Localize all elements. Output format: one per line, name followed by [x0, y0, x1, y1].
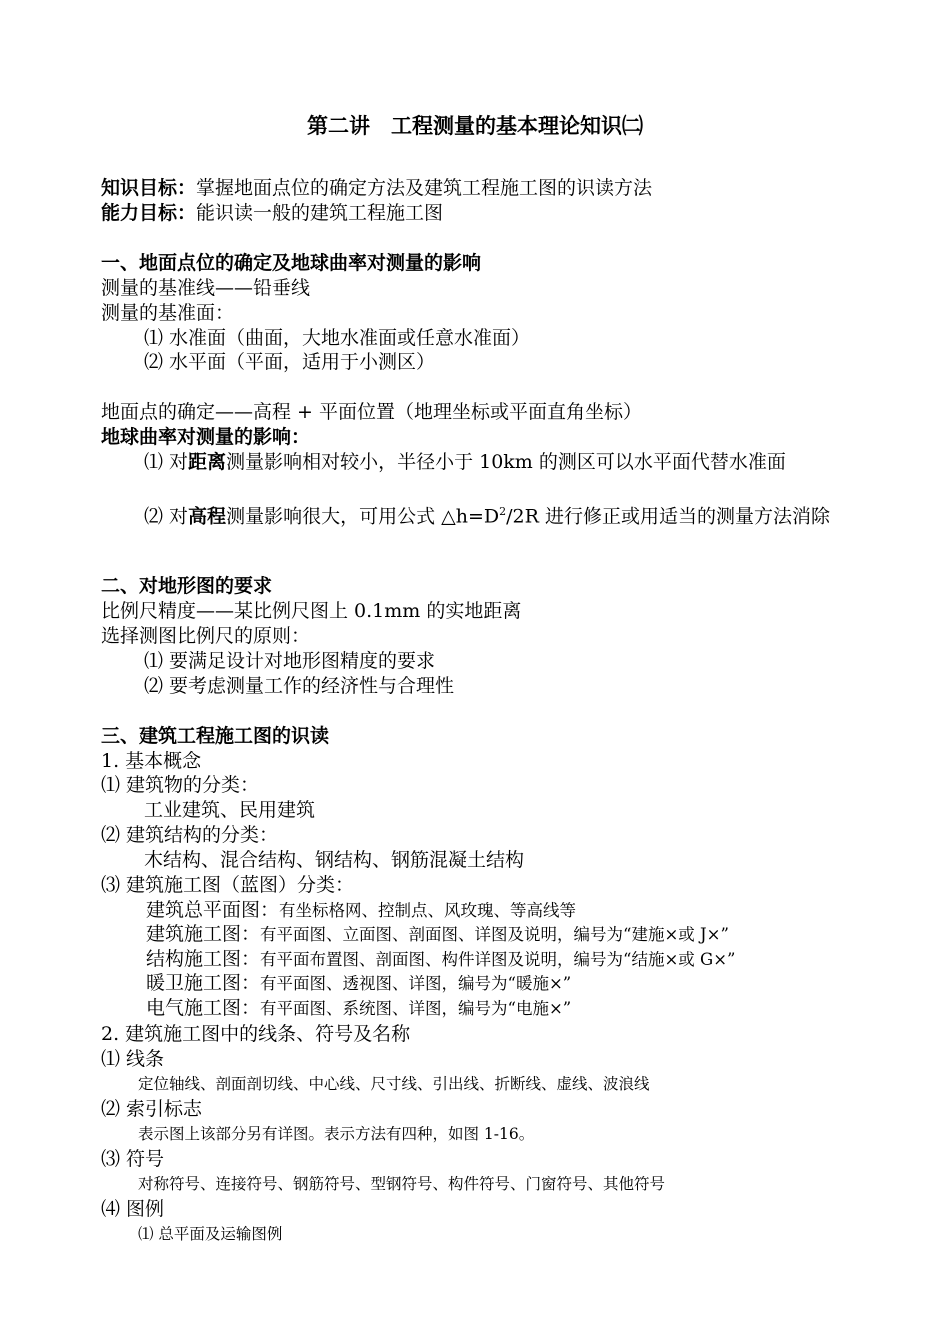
page-title: 第二讲 工程测量的基本理论知识㈡ [307, 114, 643, 138]
knowledge-goal-label: 知识目标： [101, 177, 197, 199]
drawing-type-name: 建筑施工图： [146, 923, 261, 945]
drawing-type [146, 971, 571, 996]
drawing-type-name: 结构施工图： [146, 948, 261, 970]
section3-q2a: 表示图上该部分另有详图。表示方法有四种，如图 1-16。 [138, 1125, 535, 1143]
drawing-type-desc: 有坐标格网、控制点、风玫瑰、等高线等 [279, 901, 577, 920]
section1-item1: ⑴ 水准面（曲面，大地水准面或任意水准面） [144, 327, 531, 349]
section3-p2a: 木结构、混合结构、钢结构、钢筋混凝土结构 [144, 849, 525, 871]
section1-heading: 一、地面点位的确定及地球曲率对测量的影响 [101, 252, 482, 274]
drawing-type-name: 暖卫施工图： [146, 972, 261, 994]
ability-goal-label: 能力目标： [101, 202, 197, 224]
drawing-type-desc: 有平面图、立面图、剖面图、详图及说明，编号为“建施×或 J×” [260, 925, 729, 944]
section3-p3: ⑶ 建筑施工图（蓝图）分类： [101, 874, 355, 896]
drawing-type [146, 996, 571, 1021]
curvature-item2-superscript: 2 [499, 505, 507, 518]
drawing-type-name: 建筑总平面图： [146, 899, 280, 921]
section2-item1: ⑴ 要满足设计对地形图精度的要求 [144, 650, 436, 672]
drawing-type [146, 922, 729, 947]
section3-p1: ⑴ 建筑物的分类： [101, 774, 260, 796]
section3-sub1: 1. 基本概念 [101, 750, 202, 772]
curvature-item2 [101, 499, 851, 529]
section1-line3: 地面点的确定——高程 + 平面位置（地理坐标或平面直角坐标） [101, 401, 643, 423]
curvature-item2-text-a: 测量影响很大，可用公式 △h=D [226, 505, 500, 528]
section3-q1: ⑴ 线条 [101, 1048, 165, 1070]
curvature-item1-text: 测量影响相对较小，半径小于 10km 的测区可以水平面代替水准面 [226, 451, 786, 473]
section3-q3: ⑶ 符号 [101, 1148, 165, 1170]
knowledge-goal-text: 掌握地面点位的确定方法及建筑工程施工图的识读方法 [196, 177, 653, 199]
section3-p1a: 工业建筑、民用建筑 [144, 799, 316, 821]
section3-q4: ⑷ 图例 [101, 1198, 165, 1220]
section1-line2: 测量的基准面： [101, 302, 235, 324]
curvature-item1-keyword: 距离 [188, 451, 227, 473]
drawing-type-desc: 有平面布置图、剖面图、构件详图及说明，编号为“结施×或 G×” [260, 950, 736, 969]
section3-heading: 三、建筑工程施工图的识读 [101, 725, 330, 747]
drawing-type-name: 电气施工图： [146, 997, 261, 1019]
curvature-heading: 地球曲率对测量的影响： [101, 426, 311, 448]
drawing-type-desc: 有平面图、系统图、详图，编号为“电施×” [260, 999, 572, 1018]
drawing-type [146, 947, 735, 972]
section3-q2: ⑵ 索引标志 [101, 1098, 203, 1120]
section3-p2: ⑵ 建筑结构的分类： [101, 824, 279, 846]
curvature-item2-text-b: /2R 进行修正或用适当的测量方法消除 [506, 505, 830, 528]
curvature-item2-prefix: ⑵ 对 [144, 505, 189, 528]
section2-heading: 二、对地形图的要求 [101, 575, 273, 597]
ability-goal [101, 201, 443, 226]
section3-q4a: ⑴ 总平面及运输图例 [138, 1225, 283, 1243]
section3-q3a: 对称符号、连接符号、钢筋符号、型钢符号、构件符号、门窗符号、其他符号 [138, 1175, 666, 1193]
section2-item2: ⑵ 要考虑测量工作的经济性与合理性 [144, 675, 455, 697]
section2-line1: 比例尺精度——某比例尺图上 0.1mm 的实地距离 [101, 600, 522, 622]
drawing-type [146, 898, 576, 923]
drawing-type-desc: 有平面图、透视图、详图，编号为“暖施×” [260, 974, 572, 993]
section3-sub2: 2. 建筑施工图中的线条、符号及名称 [101, 1023, 411, 1045]
section2-line2: 选择测图比例尺的原则： [101, 625, 311, 647]
curvature-item1-prefix: ⑴ 对 [144, 451, 189, 473]
section1-line1: 测量的基准线——铅垂线 [101, 277, 311, 299]
knowledge-goal [101, 176, 652, 201]
ability-goal-text: 能识读一般的建筑工程施工图 [196, 202, 444, 224]
curvature-item2-keyword: 高程 [188, 505, 227, 528]
section1-item2: ⑵ 水平面（平面，适用于小测区） [144, 351, 436, 373]
section3-q1a: 定位轴线、剖面剖切线、中心线、尺寸线、引出线、折断线、虚线、波浪线 [138, 1075, 650, 1093]
curvature-item1 [101, 450, 851, 475]
